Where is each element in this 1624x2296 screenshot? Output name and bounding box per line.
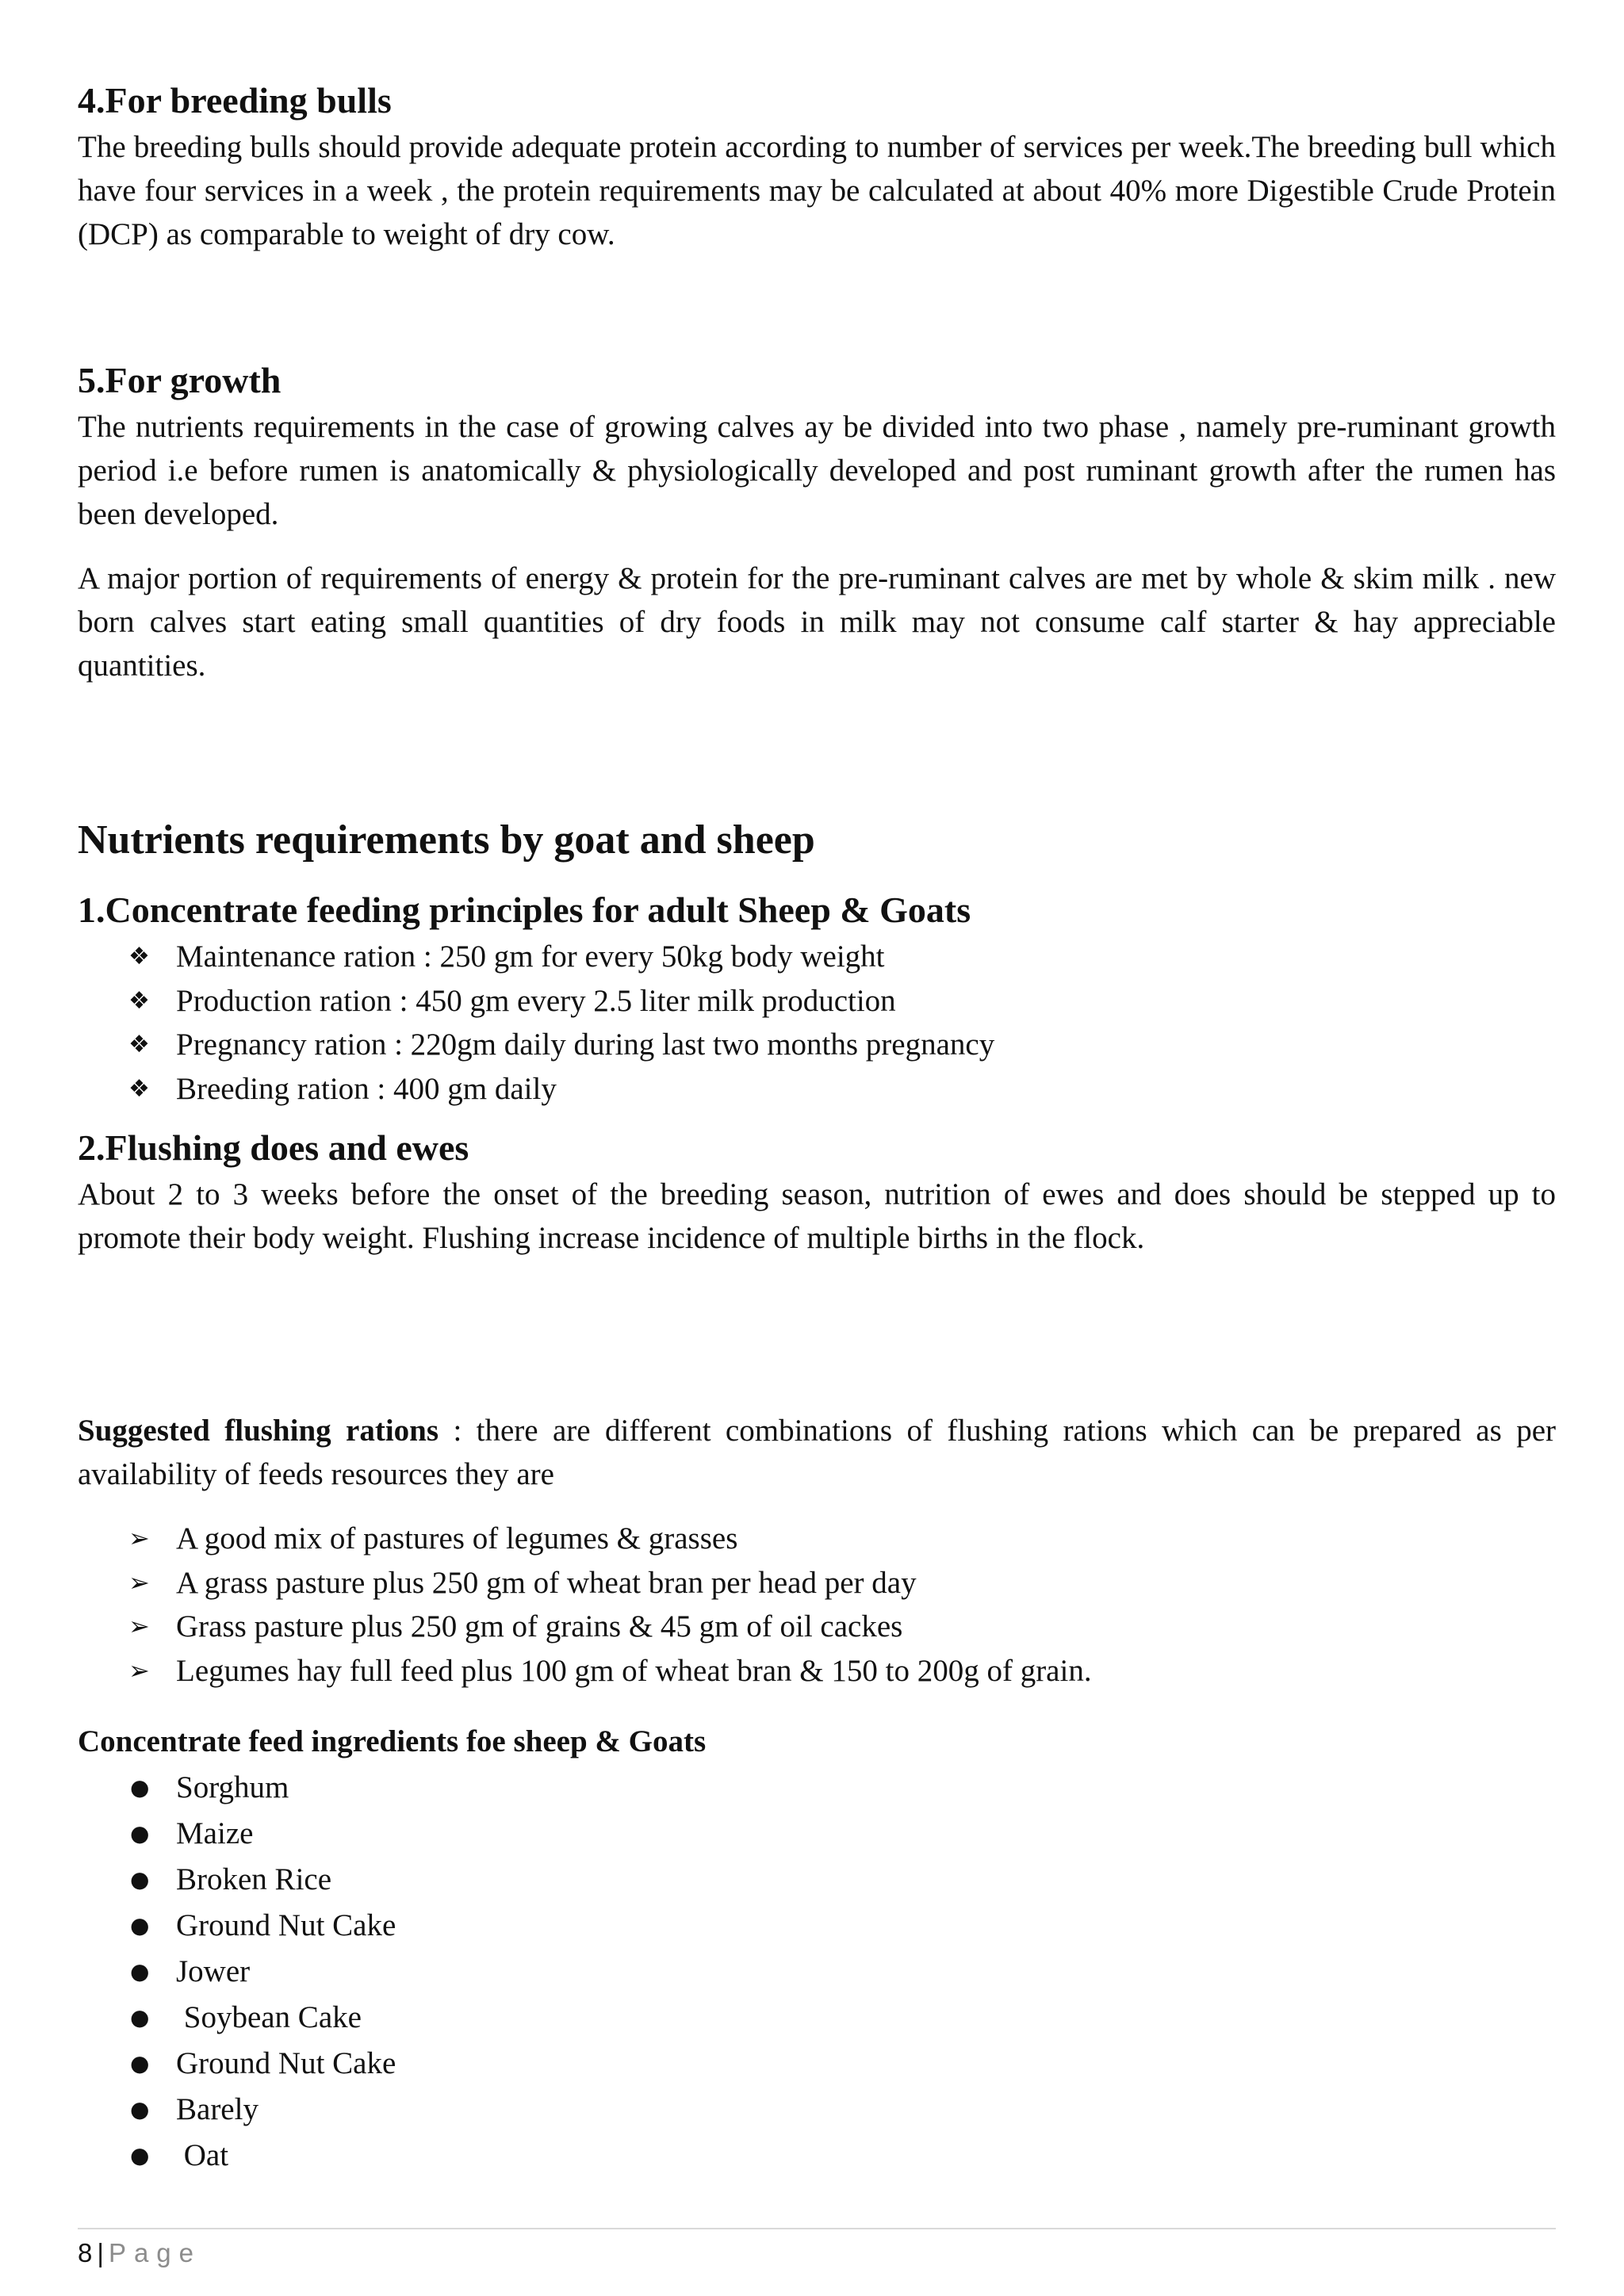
- list-item: ➢ A good mix of pastures of legumes & grasses: [78, 1517, 1556, 1561]
- dot-bullet-icon: ●: [130, 2004, 150, 2030]
- concentrate-principles-list: [78, 935, 1556, 1111]
- goat-sheep-heading: Nutrients requirements by goat and sheep: [78, 817, 815, 863]
- page-content: [78, 76, 1556, 2179]
- flushing-rations-list: [78, 1517, 1556, 1693]
- growth-paragraph-2: A major portion of requirements of energy & protein for the pre-ruminant calves are met by whole & skim milk . new born calves start eating small quantities of dry foods in milk may not consume calf starter & hay appreciable quantities.: [78, 561, 1556, 683]
- list-item: ● Soybean Cake: [78, 1995, 1556, 2041]
- list-item: ● Ground Nut Cake: [78, 1903, 1556, 1949]
- ingredients-heading: Concentrate feed ingredients foe sheep & Goats: [78, 1724, 707, 1758]
- arrow-bullet-icon: ➢: [128, 1567, 150, 1598]
- list-item: ➢ A grass pasture plus 250 gm of wheat bran per head per day: [78, 1561, 1556, 1605]
- list-item: ➢ Legumes hay full feed plus 100 gm of wheat bran & 150 to 200g of grain.: [78, 1649, 1556, 1693]
- arrow-bullet-icon: ➢: [128, 1611, 150, 1641]
- flushing-heading: 2.Flushing does and ewes: [78, 1127, 469, 1168]
- list-item: ❖ Maintenance ration : 250 gm for every 50kg body weight: [78, 935, 1556, 979]
- dot-bullet-icon: ●: [130, 1820, 150, 1846]
- diamond-bullet-icon: ❖: [128, 986, 150, 1015]
- flushing-paragraph: About 2 to 3 weeks before the onset of the breeding season, nutrition of ewes and does should be stepped up to promote their body weight. Flushing increase incidence of multiple births in the flock.: [78, 1177, 1556, 1255]
- diamond-bullet-icon: ❖: [128, 943, 150, 970]
- list-item: ❖ Pregnancy ration : 220gm daily during last two months pregnancy: [78, 1023, 1556, 1067]
- diamond-bullet-icon: ❖: [128, 1031, 150, 1058]
- ingredients-list: [78, 1765, 1556, 2179]
- page-word: Page: [108, 2238, 202, 2267]
- dot-bullet-icon: ●: [130, 1958, 150, 1984]
- dot-bullet-icon: ●: [130, 2050, 150, 2076]
- dot-bullet-icon: ●: [130, 1866, 150, 1892]
- arrow-bullet-icon: ➢: [128, 1523, 150, 1553]
- suggested-rations-paragraph: [78, 1409, 1556, 1496]
- growth-paragraph-1: The nutrients requirements in the case of growing calves ay be divided into two phase , namely pre-ruminant growth period i.e before rumen is anatomically & physiologically developed and post ruminant growth after the rumen has been developed.: [78, 410, 1556, 531]
- page-footer: [78, 2228, 1556, 2269]
- list-item: ❖ Breeding ration : 400 gm daily: [78, 1067, 1556, 1112]
- suggested-rations-text: : there are different combinations of flushing rations which can be prepared as per availability of feeds resources they are: [78, 1414, 1556, 1491]
- list-item: ● Sorghum: [78, 1765, 1556, 1811]
- list-item: ● Jower: [78, 1949, 1556, 1995]
- arrow-bullet-icon: ➢: [128, 1655, 150, 1686]
- list-item: ● Ground Nut Cake: [78, 2041, 1556, 2087]
- diamond-bullet-icon: ❖: [128, 1074, 150, 1103]
- dot-bullet-icon: ●: [130, 2142, 150, 2168]
- list-item: ● Maize: [78, 1811, 1556, 1857]
- breeding-bulls-heading: 4.For breeding bulls: [78, 80, 392, 121]
- list-item: ➢ Grass pasture plus 250 gm of grains & 45 gm of oil cackes: [78, 1605, 1556, 1649]
- growth-heading: 5.For growth: [78, 360, 282, 400]
- dot-bullet-icon: ●: [130, 1774, 150, 1800]
- page-number: 8: [78, 2238, 93, 2267]
- concentrate-principles-heading: 1.Concentrate feeding principles for adult Sheep & Goats: [78, 890, 971, 930]
- list-item: ● Oat: [78, 2133, 1556, 2179]
- dot-bullet-icon: ●: [130, 2096, 150, 2122]
- dot-bullet-icon: ●: [130, 1912, 150, 1938]
- breeding-bulls-paragraph: The breeding bulls should provide adequate protein according to number of services per week.The breeding bull which have four services in a week , the protein requirements may be calculated at about 40% more Digestible Crude Protein (DCP) as comparable to weight of dry cow.: [78, 130, 1556, 251]
- suggested-rations-label: Suggested flushing rations: [78, 1414, 439, 1448]
- footer-separator: |: [97, 2238, 104, 2267]
- list-item: ● Broken Rice: [78, 1857, 1556, 1903]
- list-item: ❖ Production ration : 450 gm every 2.5 liter milk production: [78, 979, 1556, 1024]
- list-item: ● Barely: [78, 2087, 1556, 2133]
